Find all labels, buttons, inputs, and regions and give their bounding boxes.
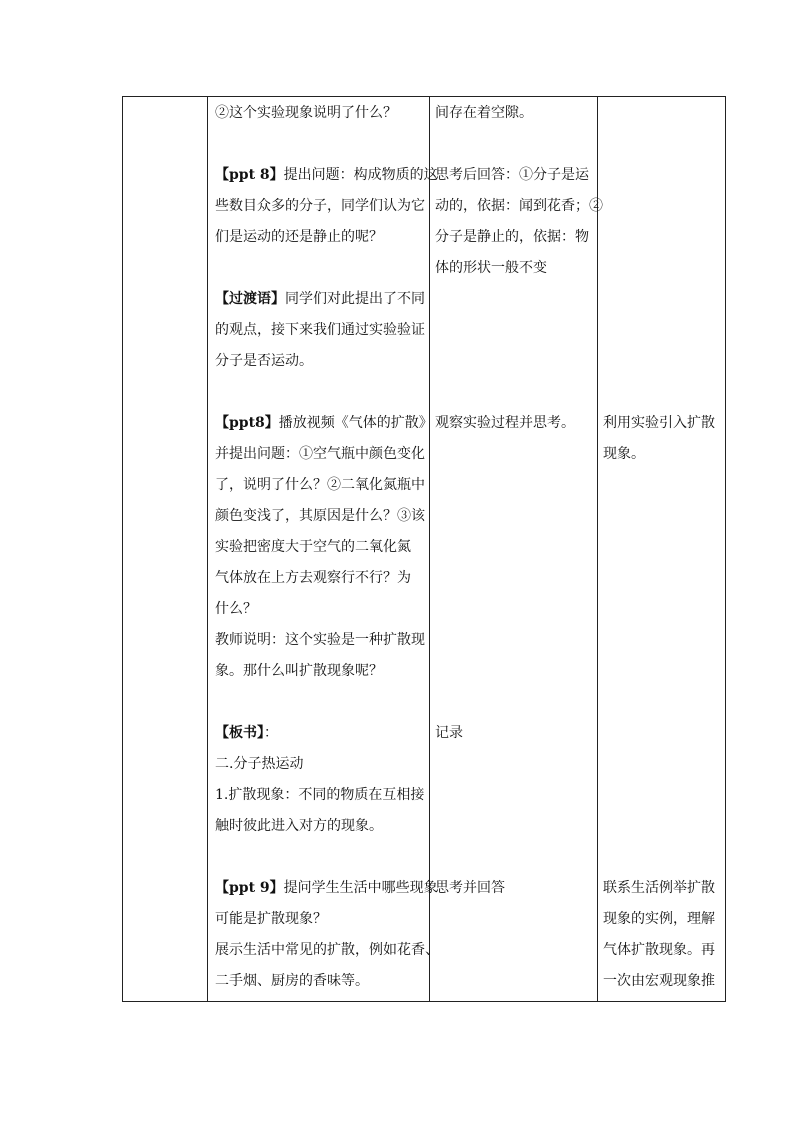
teacher-line: 象。那什么叫扩散现象呢？ bbox=[215, 663, 383, 679]
student-line: 分子是静止的，依据：物 bbox=[435, 229, 589, 245]
student-line: 观察实验过程并思考。 bbox=[435, 415, 575, 431]
ppt-tag: 【ppt 8】 bbox=[215, 167, 284, 183]
student-line: 思考并回答 bbox=[435, 880, 505, 896]
ppt-tag: 【ppt8】 bbox=[215, 415, 279, 431]
student-activity-cell bbox=[435, 873, 595, 904]
intent-line: 气体扩散现象。再 bbox=[603, 942, 715, 958]
teacher-line bbox=[215, 408, 433, 439]
teacher-line: 二手烟、厨房的香味等。 bbox=[215, 973, 369, 989]
design-intent-cell bbox=[603, 408, 725, 470]
teacher-line: 们是运动的还是静止的呢？ bbox=[215, 229, 383, 245]
student-line: 动的，依据：闻到花香；② bbox=[435, 198, 603, 214]
teacher-line bbox=[215, 873, 438, 904]
intent-line: 现象。 bbox=[603, 446, 645, 462]
intent-line: 利用实验引入扩散 bbox=[603, 415, 715, 431]
teacher-line bbox=[215, 284, 425, 315]
teacher-line: ②这个实验现象说明了什么？ bbox=[215, 105, 397, 121]
teacher-text: 同学们对此提出了不同 bbox=[285, 291, 425, 307]
teacher-line: 可能是扩散现象？ bbox=[215, 911, 327, 927]
student-line: 思考后回答：①分子是运 bbox=[435, 167, 589, 183]
column-divider bbox=[597, 97, 598, 1001]
teacher-line: 实验把密度大于空气的二氧化氮 bbox=[215, 539, 411, 555]
teacher-line: 了，说明了什么？②二氧化氮瓶中 bbox=[215, 477, 425, 493]
teacher-line: 颜色变浅了，其原因是什么？③该 bbox=[215, 508, 425, 524]
teacher-line bbox=[215, 718, 425, 749]
student-line: 记录 bbox=[435, 725, 463, 741]
ppt-tag: 【ppt 9】 bbox=[215, 880, 284, 896]
teacher-line: 1.扩散现象：不同的物质在互相接 bbox=[215, 787, 425, 803]
teacher-line: 些数目众多的分子，同学们认为它 bbox=[215, 198, 425, 214]
lesson-plan-table bbox=[122, 96, 726, 1002]
teacher-line: 教师说明：这个实验是一种扩散现 bbox=[215, 632, 425, 648]
intent-line: 现象的实例，理解 bbox=[603, 911, 715, 927]
teacher-text: 提出问题：构成物质的这 bbox=[283, 167, 438, 183]
column-divider bbox=[429, 97, 430, 1001]
teacher-line: 气体放在上方去观察行不行？为 bbox=[215, 570, 411, 586]
teacher-line: 并提出问题：①空气瓶中颜色变化 bbox=[215, 446, 425, 462]
intent-line: 联系生活例举扩散 bbox=[603, 880, 715, 896]
stage-column-cell bbox=[123, 97, 207, 1001]
teacher-line: 什么？ bbox=[215, 601, 257, 617]
student-activity-cell bbox=[435, 408, 595, 439]
teacher-text: 提问学生生活中哪些现象 bbox=[283, 880, 438, 896]
teacher-line: 二.分子热运动 bbox=[215, 756, 304, 772]
teacher-text: ： bbox=[264, 725, 278, 741]
intent-line: 一次由宏观现象推 bbox=[603, 973, 715, 989]
teacher-line: 展示生活中常见的扩散，例如花香、 bbox=[215, 942, 439, 958]
student-line: 体的形状一般不变 bbox=[435, 260, 547, 276]
teacher-text: 播放视频《气体的扩散》 bbox=[278, 415, 433, 431]
student-line: 间存在着空隙。 bbox=[435, 105, 533, 121]
teacher-activity-cell bbox=[215, 98, 439, 997]
student-activity-cell bbox=[435, 718, 595, 749]
teacher-line: 触时彼此进入对方的现象。 bbox=[215, 818, 383, 834]
transition-tag: 【过渡语】 bbox=[215, 291, 285, 307]
board-tag: 【板书】 bbox=[215, 725, 264, 741]
teacher-line: 的观点，接下来我们通过实验验证 bbox=[215, 322, 425, 338]
column-divider bbox=[207, 97, 208, 1001]
design-intent-cell bbox=[603, 873, 725, 997]
student-activity-cell bbox=[435, 98, 603, 284]
teacher-line bbox=[215, 160, 438, 191]
teacher-line: 分子是否运动。 bbox=[215, 353, 313, 369]
